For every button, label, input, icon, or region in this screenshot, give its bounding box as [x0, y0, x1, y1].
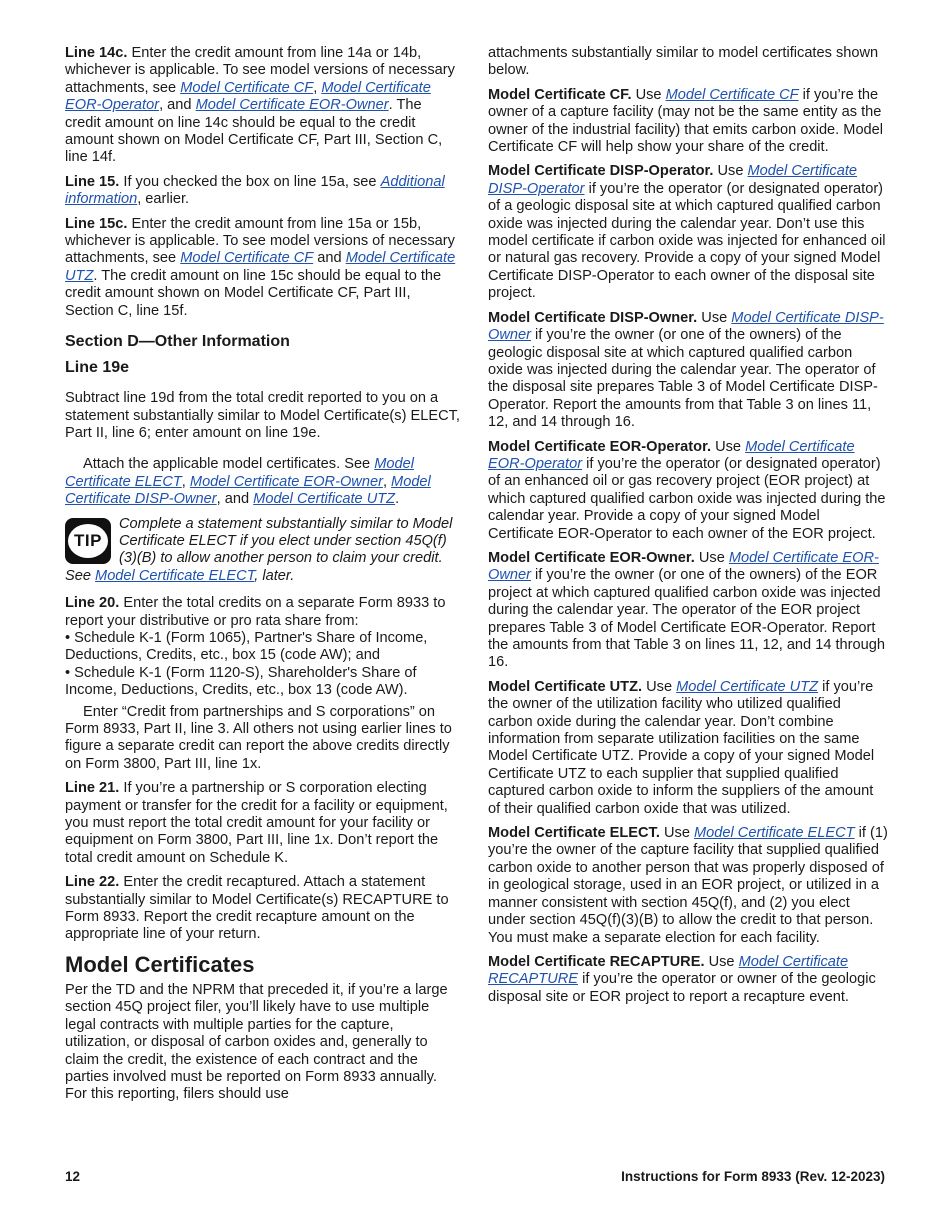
- line-19e-heading: Line 19e: [65, 359, 130, 377]
- line-14c-para: Line 14c. Enter the credit amount from line 14a or 14b, whichever is applicable. To see model versions of necessary attachments, see Model Certificate CF, Model Certificate EOR-Operator, and Model Certificate EOR-Owner. The credit amount on line 14c should be equal to the credit amount shown on Model Certificate CF, Part III, Section C, line 14f.: [65, 45, 455, 166]
- mc-elect-heading: Model Certificate ELECT.: [488, 825, 660, 842]
- tip-label: TIP: [68, 524, 108, 558]
- left-column: [65, 45, 460, 1111]
- link-model-certificate-cf[interactable]: Model Certificate CF: [180, 250, 314, 267]
- line-22-heading: Line 22.: [65, 874, 120, 891]
- link-model-certificate-recapture[interactable]: Model Certificate RECAPTURE: [488, 953, 849, 988]
- link-model-certificate-elect[interactable]: Model Certificate ELECT: [693, 825, 855, 842]
- link-model-certificate-utz[interactable]: Model Certificate UTZ: [65, 250, 456, 284]
- link-model-certificate-disp-owner[interactable]: Model Certificate DISP-Owner: [65, 473, 431, 508]
- link-model-certificate-cf[interactable]: Model Certificate CF: [180, 79, 314, 96]
- footer-title: Instructions for Form 8933 (Rev. 12-2023): [621, 1169, 885, 1184]
- right-column: [488, 45, 888, 1013]
- mc-disp-operator-heading: Model Certificate DISP-Operator.: [488, 163, 714, 180]
- mc-eor-operator-para: Model Certificate EOR-Operator. Use Model Certificate EOR-Operator if you’re the operator (or designated operator) of an enhanced oil or gas recovery project (EOR project) at which captured qualified carbon oxide was injected during the calendar year. Provide a copy of your signed Model Certificate EOR-Operator to each owner of the EOR project.: [488, 438, 886, 542]
- line-21-para: Line 21. If you’re a partnership or S corporation electing payment or transfer for the credit for a facility or equipment, you must report the total credit amount for your facility or equipment on Form 3800, Part III, line 1x. Don’t report the total credit amount on Schedule K.: [65, 780, 448, 866]
- attach-para: Attach the applicable model certificates. See Model Certificate ELECT, Model Certificate EOR-Owner, Model Certificate DISP-Owner, and Model Certificate UTZ.: [65, 456, 431, 508]
- mc-elect-para: Model Certificate ELECT. Use Model Certificate ELECT if (1) you’re the owner of the capture facility that supplied qualified carbon oxide to another person that was properly disposed of in geological storage, used in an EOR project, or utilized in a manner consistent with section 45Q(f), and (2) you elect under section 45Q(f)(3)(B) to allow the credit to that person. You must make a separate election for each facility.: [488, 825, 888, 946]
- mc-disp-owner-para: Model Certificate DISP-Owner. Use Model Certificate DISP-Owner if you’re the owner (or one of the owners) of the geologic disposal site at which captured qualified carbon oxide was injected during the calendar year. The operator of the disposal site prepares Table 3 of Model Certificate DISP-Operator. Report the amounts from that Table 3 on lines 11, 12, and 14 through 16.: [488, 309, 884, 431]
- page-number: 12: [65, 1169, 81, 1184]
- line-19e-para: Subtract line 19d from the total credit reported to you on a statement substantially similar to Model Certificate(s) ELECT, Part II, line 6; enter amount on line 19e.: [65, 390, 460, 441]
- mc-disp-operator-para: Model Certificate DISP-Operator. Use Model Certificate DISP-Operator if you’re the operator (or designated operator) of a geologic disposal site at which captured qualified carbon oxide was injected during the calendar year. Don’t use this model certificate if carbon oxide was injected for enhanced oil or natural gas recovery. Provide a copy of your signed Model Certificate DISP-Operator to each owner of the disposal site project.: [488, 163, 886, 302]
- mc-disp-owner-heading: Model Certificate DISP-Owner.: [488, 309, 698, 326]
- line-20-bullet-2: • Schedule K-1 (Form 1120-S), Shareholder's Share of Income, Deductions, Credits, etc., box 13 (code AW).: [65, 664, 417, 699]
- link-model-certificate-eor-operator[interactable]: Model Certificate EOR-Operator: [488, 438, 855, 472]
- link-model-certificate-eor-owner[interactable]: Model Certificate EOR-Owner: [189, 473, 383, 490]
- section-d-heading: Section D—Other Information: [65, 333, 290, 351]
- tip-box: TIP Complete a statement substantially similar to Model Certificate ELECT if you elect under section 45Q(f)(3)(B) to allow another person to claim your credit. See Model Certificate ELECT, later.: [65, 515, 453, 584]
- mc-utz-para: Model Certificate UTZ. Use Model Certificate UTZ if you’re the owner of the utilization facility who utilized qualified carbon oxide during the calendar year. Don’t combine information from separate utilization facilities on the same Model Certificate UTZ. Provide a copy of your signed Model Certificate UTZ to each supplier that supplied qualified captured carbon oxide to inform the suppliers of the amount of their qualified carbon oxide that was utilized.: [488, 678, 875, 817]
- link-model-certificate-elect[interactable]: Model Certificate ELECT: [95, 567, 255, 584]
- link-model-certificate-eor-operator[interactable]: Model Certificate EOR-Operator: [65, 79, 431, 114]
- line-20-para-2: Enter “Credit from partnerships and S corporations” on Form 8933, Part II, line 3. All others not using earlier lines to figure a separate credit can report the above credits directly on Form 3800, Part III, line 1x.: [65, 703, 452, 772]
- line-15c-para: Line 15c. Enter the credit amount from line 15a or 15b, whichever is applicable. To see model versions of necessary attachments, see Model Certificate CF and Model Certificate UTZ. The credit amount on line 15c should be equal to the credit amount shown on Model Certificate CF, Part III, Section C, line 15f.: [65, 215, 456, 319]
- link-model-certificate-disp-operator[interactable]: Model Certificate DISP-Operator: [488, 163, 858, 197]
- mc-eor-operator-heading: Model Certificate EOR-Operator.: [488, 438, 712, 455]
- mc-recapture-para: Model Certificate RECAPTURE. Use Model Certificate RECAPTURE if you’re the operator or owner of the geologic disposal site or EOR project to report a recapture event.: [488, 953, 876, 1005]
- link-model-certificate-utz[interactable]: Model Certificate UTZ: [253, 491, 396, 508]
- mc-eor-owner-heading: Model Certificate EOR-Owner.: [488, 549, 695, 566]
- model-certificates-heading: Model Certificates: [65, 951, 255, 977]
- link-model-certificate-disp-owner[interactable]: Model Certificate DISP-Owner: [488, 309, 884, 344]
- link-model-certificate-eor-owner[interactable]: Model Certificate EOR-Owner: [195, 97, 389, 114]
- line-22-para: Line 22. Enter the credit recaptured. Attach a statement substantially similar to Model Certificate(s) RECAPTURE to Form 8933. Report the credit recapture amount on the appropriate line of your return.: [65, 874, 449, 943]
- link-model-certificate-cf[interactable]: Model Certificate CF: [665, 86, 799, 103]
- mc-cf-heading: Model Certificate CF.: [488, 86, 632, 103]
- line-15c-heading: Line 15c.: [65, 215, 128, 232]
- mc-utz-heading: Model Certificate UTZ.: [488, 678, 643, 695]
- mc-eor-owner-para: Model Certificate EOR-Owner. Use Model Certificate EOR-Owner if you’re the owner (or one of the owners) of the EOR project at which captured qualified carbon oxide was injected during the calendar year. The operator of the EOR project prepares Table 3 of Model Certificate EOR-Operator. Report the amounts from that Table 3 on lines 11, 12, and 14 through 16.: [488, 549, 886, 671]
- link-additional-information[interactable]: Additional information: [65, 173, 445, 208]
- line-21-heading: Line 21.: [65, 780, 120, 797]
- mc-recapture-heading: Model Certificate RECAPTURE.: [488, 953, 705, 970]
- line-20-bullet-1: • Schedule K-1 (Form 1065), Partner's Share of Income, Deductions, Credits, etc., box 15 (code AW); and: [65, 629, 428, 664]
- line-15-heading: Line 15.: [65, 173, 120, 190]
- line-15-para: Line 15. If you checked the box on line 15a, see Additional information, earlier.: [65, 173, 445, 208]
- model-certificates-para: Per the TD and the NPRM that preceded it, if you’re a large section 45Q project filer, you’ll likely have to use multiple legal contracts with multiple parties for the capture, utilization, or disposal of carbon oxides and, generally to claim the credit, the existence of each contract and the parties involved must be reported on Form 8933 annually. For this reporting, filers should use: [65, 981, 448, 1103]
- continued-para: attachments substantially similar to model certificates shown below.: [488, 45, 879, 79]
- line-20-heading: Line 20.: [65, 595, 120, 612]
- link-model-certificate-elect[interactable]: Model Certificate ELECT: [65, 456, 414, 490]
- tip-icon: [65, 518, 111, 564]
- link-model-certificate-utz[interactable]: Model Certificate UTZ: [676, 678, 819, 695]
- link-model-certificate-eor-owner[interactable]: Model Certificate EOR-Owner: [488, 549, 879, 584]
- mc-cf-para: Model Certificate CF. Use Model Certificate CF if you’re the owner of a capture facility (may not be the same entity as the owner of the industrial facility) that emits carbon oxide. Model Certificate CF will help show your share of the credit.: [488, 86, 884, 156]
- line-20-para: Line 20. Enter the total credits on a separate Form 8933 to report your distributive or pro rata share from:: [65, 595, 446, 629]
- line-14c-heading: Line 14c.: [65, 45, 128, 61]
